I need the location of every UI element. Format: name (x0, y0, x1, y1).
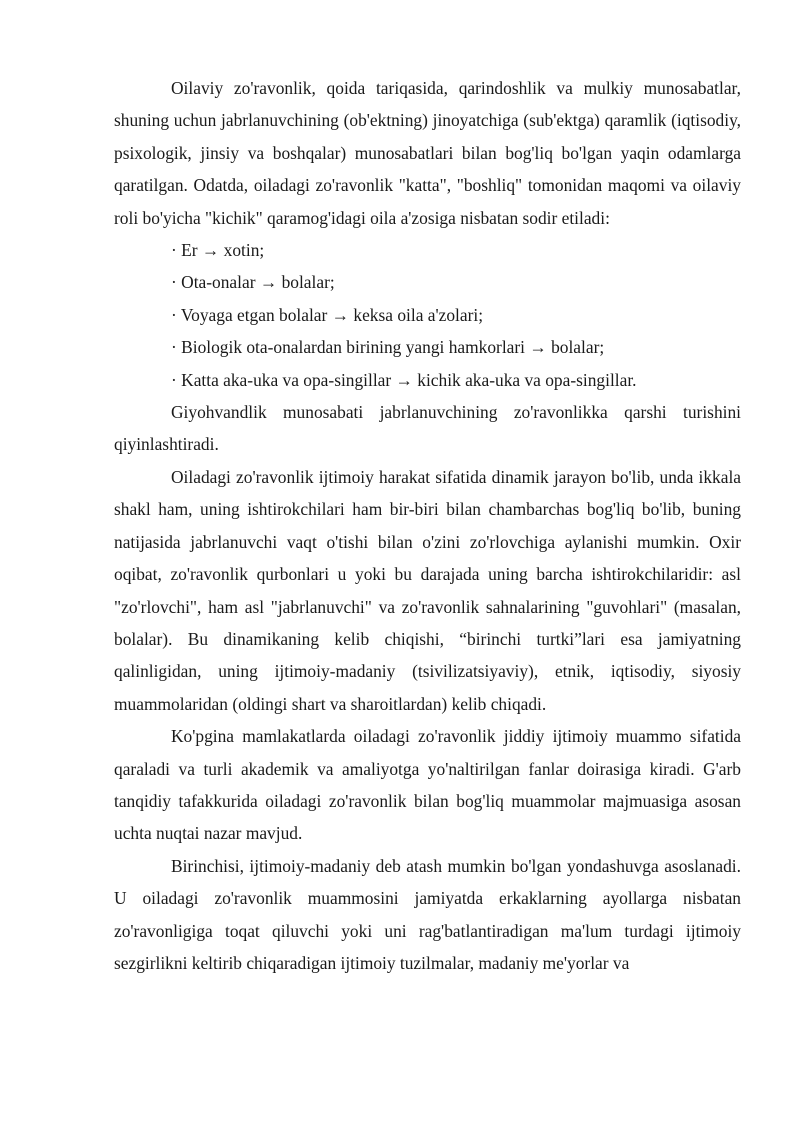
list-item: · Biologik ota-onalardan birining yangi hamkorlari → bolalar; (171, 337, 605, 358)
list-item: · Voyaga etgan bolalar → keksa oila a'zolari; (171, 304, 484, 325)
relationship-list (114, 234, 741, 396)
paragraph-intro: Oilaviy zo'ravonlik, qoida tariqasida, qarindoshlik va mulkiy munosabatlar, shuning uchun jabrlanuvchining (ob'ektning) jinoyatchiga (sub'ektga) qaramlik (iqtisodiy, psixologik, jinsiy va boshqalar) munosabatlari bilan bog'liq bo'lgan yaqin odamlarga qaratilgan. Odatda, oiladagi zo'ravonlik "katta", "boshliq" tomonidan maqomi va oilaviy roli bo'yicha "kichik" qaramog'idagi oila a'zosiga nisbatan sodir etiladi: (114, 78, 741, 228)
list-item: · Ota-onalar → bolalar; (171, 272, 335, 293)
list-item: · Er → xotin; (171, 240, 265, 261)
paragraph-first-approach: Birinchisi, ijtimoiy-madaniy deb atash mumkin bo'lgan yondashuvga asoslanadi. U oiladagi zo'ravonlik muammosini jamiyatda erkaklarning ayollarga nisbatan zo'ravonligiga toqat qiluvchi yoki uni rag'batlantiradigan ma'lum turdagi ijtimoiy sezgirlikni keltirib chiqaradigan ijtimoiy tuzilmalar, madaniy me'yorlar va (114, 855, 741, 973)
paragraph-dependency: Giyohvandlik munosabati jabrlanuvchining zo'ravonlikka qarshi turishini qiyinlashtiradi. (114, 402, 741, 455)
paragraph-countries: Ko'pgina mamlakatlarda oiladagi zo'ravonlik jiddiy ijtimoiy muammo sifatida qaraladi va turli akademik va amaliyotga yo'naltirilgan fanlar doirasiga kiradi. G'arb tanqidiy tafakkurida oiladagi zo'ravonlik bilan bog'liq muammolar majmuasiga asosan uchta nuqtai nazar mavjud. (114, 726, 741, 844)
paragraph-dynamics: Oiladagi zo'ravonlik ijtimoiy harakat sifatida dinamik jarayon bo'lib, unda ikkala shakl ham, uning ishtirokchilari ham bir-biri bilan chambarchas bog'liq bo'lib, buning natijasida jabrlanuvchi vaqt o'tishi bilan o'zini zo'rlovchiga aylanishi mumkin. Oxir oqibat, zo'ravonlik qurbonlari u yoki bu darajada uning barcha ishtirokchilaridir: asl "zo'rlovchi", ham asl "jabrlanuvchi" va zo'ravonlik sahnalarining "guvohlari" (masalan, bolalar). Bu dinamikaning kelib chiqishi, “birinchi turtki”lari esa jamiyatning qalinligidan, uning ijtimoiy-madaniy (tsivilizatsiyaviy), etnik, iqtisodiy, siyosiy muammolaridan (oldingi shart va sharoitlardan) kelib chiqadi. (114, 466, 741, 714)
list-item: · Katta aka-uka va opa-singillar → kichik aka-uka va opa-singillar. (171, 369, 637, 390)
document-body (114, 72, 741, 979)
